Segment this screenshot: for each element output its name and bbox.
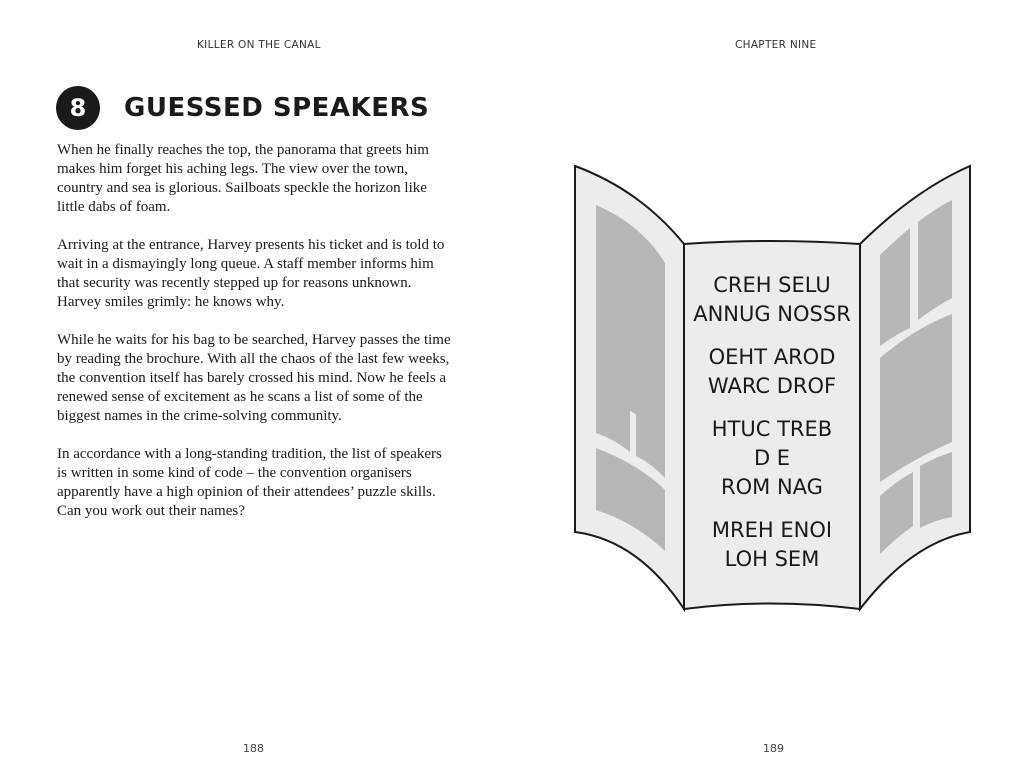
code-line: MREH ENOI xyxy=(711,518,833,542)
code-line: D E xyxy=(753,446,791,470)
paragraph: Arriving at the entrance, Harvey presents his ticket and is told to wait in a dismayingly long queue. A staff member informs him that security was recently stepped up for reasons unknown. Harvey smiles grimly: he knows why. xyxy=(57,237,445,310)
code-line: ANNUG NOSSR xyxy=(693,302,851,326)
paragraph: When he finally reaches the top, the panorama that greets him makes him forget his aching legs. The view over the town, country and sea is glorious. Sailboats speckle the horizon like little dabs of foam. xyxy=(57,142,429,215)
code-line: CREH SELU xyxy=(713,273,831,297)
page-number-left: 188 xyxy=(243,742,264,755)
page-number-right: 189 xyxy=(763,742,784,755)
code-line: OEHT AROD xyxy=(708,345,836,369)
running-head-book-title: KILLER ON THE CANAL xyxy=(197,39,321,51)
code-line: HTUC TREB xyxy=(711,417,833,441)
code-line: LOH SEM xyxy=(724,547,820,571)
body-text xyxy=(57,141,452,540)
paragraph: In accordance with a long-standing tradition, the list of speakers is written in some kind of code – the convention organisers apparently have a high opinion of their attendees’ puzzle skills. Can you work out their names? xyxy=(57,446,442,519)
paragraph: While he waits for his bag to be searched, Harvey passes the time by reading the brochure. With all the chaos of the last few weeks, the convention itself has barely crossed his mind. Now he feels a renewed sense of excitement as he scans a list of some of the biggest names in the crime-solving community. xyxy=(57,332,451,424)
puzzle-number-badge: 8 xyxy=(56,86,100,130)
puzzle-header xyxy=(56,86,429,130)
puzzle-title: GUESSED SPEAKERS xyxy=(124,93,430,123)
brochure-block xyxy=(920,452,952,528)
brochure-svg xyxy=(570,160,990,620)
brochure-block xyxy=(596,328,630,452)
right-page xyxy=(510,0,1020,782)
running-head-chapter: CHAPTER NINE xyxy=(735,39,817,51)
code-line: WARC DROF xyxy=(707,374,837,398)
code-line: ROM NAG xyxy=(721,475,823,499)
brochure-illustration xyxy=(570,160,990,620)
